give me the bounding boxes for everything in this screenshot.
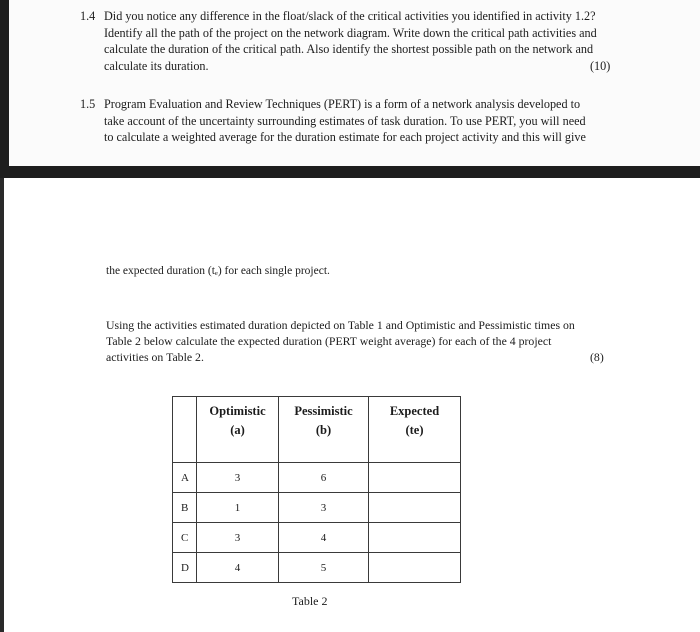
expected-cell[interactable] (369, 493, 461, 523)
optimistic-cell: 3 (197, 463, 279, 493)
question-text-line: Program Evaluation and Review Techniques (PERT) is a form of a network analysis developed to (104, 97, 581, 111)
instruction-line: activities on Table 2. (106, 350, 204, 365)
question-1-5-marks: (8) (590, 350, 604, 364)
instruction-line: Using the activities estimated duration depicted on Table 1 and Optimistic and Pessimistic times on (106, 318, 575, 332)
pessimistic-cell: 4 (279, 523, 369, 553)
header-title: Optimistic (209, 404, 266, 418)
table-caption: Table 2 (292, 594, 328, 608)
table-row (173, 553, 461, 583)
table-header-row (173, 397, 461, 463)
table-row (173, 463, 461, 493)
question-text-line: Did you notice any difference in the float/slack of the critical activities you identified in activity 1.2? (104, 9, 596, 23)
question-1-5-text (104, 96, 634, 146)
optimistic-cell: 4 (197, 553, 279, 583)
pessimistic-cell: 3 (279, 493, 369, 523)
pessimistic-cell: 5 (279, 553, 369, 583)
question-text-line: calculate the duration of the critical path. Also identify the shortest possible path on the network and (104, 42, 594, 56)
page-divider-bar (0, 166, 700, 178)
left-edge-shadow (0, 0, 9, 166)
header-sub: (a) (230, 423, 245, 437)
activity-cell: A (173, 463, 197, 493)
header-pessimistic (279, 397, 369, 463)
question-text-line: calculate its duration. (104, 58, 209, 73)
activity-cell: B (173, 493, 197, 523)
question-1-5-continuation: the expected duration (tₑ) for each single project. (106, 265, 330, 277)
optimistic-cell: 1 (197, 493, 279, 523)
pessimistic-cell: 6 (279, 463, 369, 493)
question-number-1-4: 1.4 (80, 9, 96, 23)
question-1-4-text (104, 8, 634, 74)
table-row (173, 493, 461, 523)
expected-cell[interactable] (369, 523, 461, 553)
question-text-line: to calculate a weighted average for the duration estimate for each project activity and this will give (104, 130, 586, 144)
header-title: Expected (389, 404, 440, 418)
expected-cell[interactable] (369, 553, 461, 583)
left-edge-shadow-lower (0, 178, 4, 632)
header-expected (369, 397, 461, 463)
expected-cell[interactable] (369, 463, 461, 493)
header-sub: (te) (405, 423, 424, 437)
question-1-5-instructions (106, 317, 634, 366)
activity-cell: D (173, 553, 197, 583)
table-row (173, 523, 461, 553)
header-title: Pessimistic (294, 404, 353, 418)
optimistic-cell: 3 (197, 523, 279, 553)
activity-cell: C (173, 523, 197, 553)
question-text-line: take account of the uncertainty surrounding estimates of task duration. To use PERT, you will need (104, 113, 586, 128)
header-sub: (b) (315, 423, 332, 437)
question-number-1-5: 1.5 (80, 97, 96, 111)
question-1-4-marks: (10) (590, 59, 611, 73)
instruction-line: Table 2 below calculate the expected duration (PERT weight average) for each of the 4 project (106, 334, 552, 349)
table-corner-cell (173, 397, 197, 463)
header-optimistic (197, 397, 279, 463)
pert-table (172, 396, 461, 583)
question-text-line: Identify all the path of the project on the network diagram. Write down the critical path activities and (104, 25, 597, 40)
